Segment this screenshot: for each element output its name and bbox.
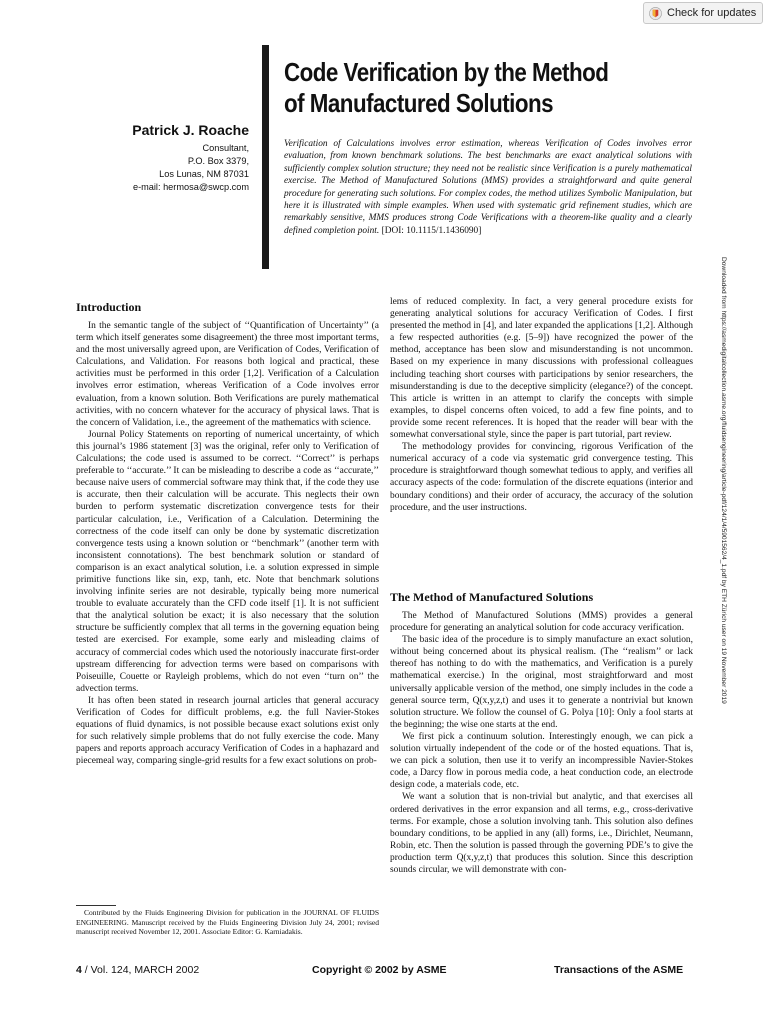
mms-text bbox=[390, 610, 693, 876]
download-notice: Downloaded from https://asmedigitalcollection.asme.org/fluidsengineering/article-pdf/124/1/4/5901562/4_1.pdf by ETH Zürich user on 19 November 2019 bbox=[720, 257, 727, 704]
check-for-updates-button[interactable] bbox=[643, 2, 763, 24]
paragraph: In the semantic tangle of the subject of ‘‘Quantification of Uncertainty’’ (a term which itself generates some disagreement) the three most important terms, and the most universally agreed upon, are Verification of Codes, Verification of Calculations, and Validation. For reasons both logical and practical, these activities must be performed in this order [1,2]. Verification of a Calculation involves error estimation, whereas Verification of a Code involves error evaluation, from a known solution. Both Verifications are purely mathematical activities, with no concern whatever for the accuracy of physical laws. That is the concern of Validation, i.e., the agreement of the mathematics with science. bbox=[76, 321, 379, 428]
volume-info: / Vol. 124, MARCH 2002 bbox=[84, 964, 200, 976]
paragraph: The methodology provides for convincing, rigorous Verification of the numerical accuracy of a code via systematic grid convergence testing. This procedure is straightforward though somewhat tedious to apply, and verifies all accuracy aspects of the code: formulation of the discrete equations (interior and boundary conditions) and their order of accuracy, the accuracy of the solution procedure, and the user instructions. bbox=[390, 442, 693, 513]
paragraph: It has often been stated in research journal articles that general accuracy Verification of Codes for difficult problems, e.g. the full Navier-Stokes equations of fluid dynamics, is not possible because exact solutions exist only for such relatively simple problems that do not fully exercise the code. Many papers and reports approach accuracy Verification of Codes in a haphazard and piecemeal way, comparing single-grid results for a few exact solutions on prob- bbox=[76, 695, 379, 767]
check-for-updates-label: Check for updates bbox=[667, 7, 757, 19]
paragraph: We first pick a continuum solution. Interestingly enough, we can pick a solution virtually independent of the code or of the hosted equations. That is, we can pick a solution, then use it to verify an incompressible Navier-Stokes code, a Darcy flow in porous media code, a heat conduction code, an electrode design code, a materials code, etc. bbox=[390, 731, 693, 791]
paragraph: We want a solution that is non-trivial but analytic, and that exercises all ordered derivatives in the error expansion and all terms, e.g., cross-derivative terms. For example, chose a solution involving tanh. This solution also defines boundary conditions, to be applied in any (all) forms, i.e., Dirichlet, Neumann, Robin, etc. Then the solution is passed through the governing PDE’s to give the production term Q(x,y,z,t) that produces this solution. Since this description sounds circular, we will demonstrate with con- bbox=[390, 792, 693, 875]
author-affiliation: Consultant, P.O. Box 3379, Los Lunas, NM 87031 e-mail: hermosa@swcp.com bbox=[132, 143, 249, 192]
intro-text bbox=[76, 320, 379, 767]
article-title: Code Verification by the Method of Manufactured Solutions bbox=[284, 57, 609, 118]
author-name: Patrick J. Roache bbox=[132, 122, 249, 138]
paragraph: The basic idea of the procedure is to simply manufacture an exact solution, without being concerned about its physical realism. (The ‘‘realism’’ or lack thereof has nothing to do with the mathematics, and Verification is a purely mathematical exercise.) In the original, most straightforward and most universally applicable version of the method, one simply includes in the code a general source term, Q(x,y,z,t) and uses it to generate a nontrivial but known solution structure. We follow the counsel of G. Polya [10]: Only a fool starts at the beginning; the wise one starts at the end. bbox=[390, 635, 693, 730]
right-column-text bbox=[390, 296, 693, 514]
abstract: Verification of Calculations involves error estimation, whereas Verification of Codes involves error evaluation, from known benchmark solutions. The best benchmarks are exact analytical solutions with sufficiently complex solution structure; they need not be realistic since Verification is a purely mathematical exercise. The Method of Manufactured Solutions (MMS) provides a straightforward and quite general procedure for generating such solutions. For complex codes, the method utilizes Symbolic Manipulation, but here it is illustrated with simple examples. When used with systematic grid refinement studies, which are remarkably sensitive, MMS produces strong Code Verifications with a theorem-like quality and a clearly defined completion point. [DOI: 10.1115/1.1436090] bbox=[284, 139, 692, 236]
intro-heading: Introduction bbox=[76, 300, 142, 314]
paragraph: The Method of Manufactured Solutions (MMS) provides a general procedure for generating an analytical solution for code accuracy verification. bbox=[390, 611, 693, 634]
paragraph: Journal Policy Statements on reporting of numerical uncertainty, of which this journal’s 1986 statement [3] was the original, refer only to Verification of Calculations; the code used is assumed to be correct. ‘‘Correct’’ is perhaps preferable to ‘‘accurate.’’ It can be misleading to describe a code as ‘‘accurate,’’ because naive users of commercial software may think that, if the code they use is accurate, then their calculation will be accurate. This neglects their own burden to perform systematic discretization convergence tests for their particular calculation, i.e., Verification of a Calculation. Determining the correctness of the code itself can only be done by systematic discretization convergence tests using a known solution or ‘‘benchmark’’ (another term with inconsistent connotations). The best benchmark solution or standard of comparison is an exact analytical solution, i.e. a solution expressed in simple primitive functions like sin, exp, tanh, etc. Note that benchmark solutions involving infinite series are not desirable, typically being more numerical trouble to evaluate accurately than the CFD code itself [1]. It is not sufficient that the analytical solution be exact; it is also necessary that the solution structure be sufficiently complex that all terms in the governing equation being tested are exercised. For example, some early and misleading claims of accuracy of commercial codes which used the notoriously inaccurate first-order upstream differencing for advection terms were based on comparisons with Poiseuille, Couette or Rayleigh problems, which do not even ‘‘turn on’’ the advection terms. bbox=[76, 429, 379, 694]
doi: [DOI: 10.1115/1.1436090] bbox=[381, 225, 482, 236]
crossmark-icon bbox=[649, 7, 662, 20]
footer-copyright: Copyright © 2002 by ASME bbox=[312, 964, 447, 976]
footer-journal: Transactions of the ASME bbox=[554, 964, 684, 976]
title-rule bbox=[262, 45, 269, 269]
page-number: 4 bbox=[76, 964, 82, 976]
footer-page-info bbox=[76, 964, 199, 976]
mms-heading: The Method of Manufactured Solutions bbox=[390, 590, 594, 604]
footnote-rule bbox=[76, 905, 116, 906]
paragraph: lems of reduced complexity. In fact, a very general procedure exists for generating analytical solutions for accuracy Verification of Codes. I first presented the method in [4], and later expanded the applications [1,2]. Although a few respected authorities (e.g. [5–9]) have recognized the power of the method, acceptance has been slow and misunderstanding is not uncommon. Based on my experience in many discussions with professional colleagues including teaching short courses with participations by senior researchers, the misunderstanding is due to the deceptive simplicity (elegance?) of the concept. This article is written in an attempt to clarify the concepts with simple examples, to dispel concerns often voiced, to add a few fine points, and to provide some recent references. It is hoped that the reader will bear with the somewhat conversational style, since the paper is part tutorial, part review. bbox=[390, 297, 693, 441]
footnote: Contributed by the Fluids Engineering Division for publication in the JOURNAL OF FLUIDS ENGINEERING. Manuscript received by the Fluids Engineering Division July 24, 2001; revised manuscript received November 12, 2001. Associate Editor: G. Karniadakis. bbox=[76, 908, 379, 937]
